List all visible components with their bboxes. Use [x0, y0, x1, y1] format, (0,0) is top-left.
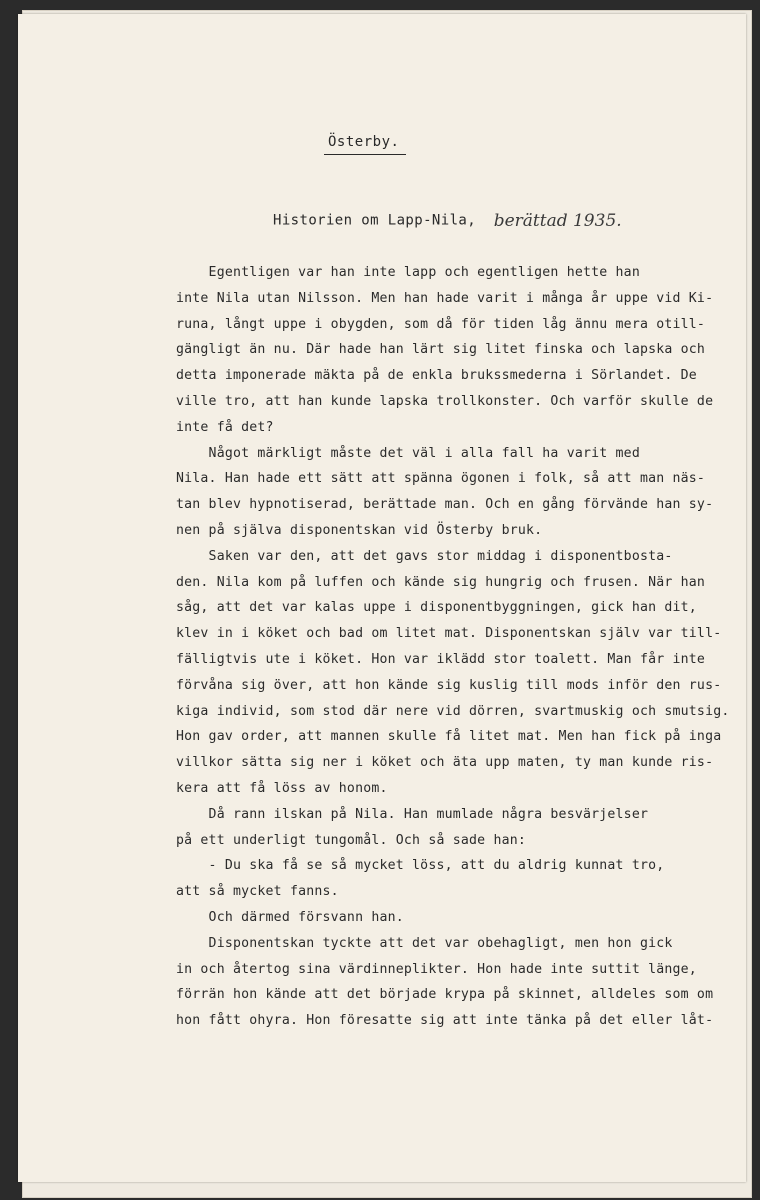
text-line: att så mycket fanns. — [176, 884, 339, 900]
text-line: Något märkligt måste det väl i alla fall ha varit med — [176, 445, 640, 461]
text-line: - Du ska få se så mycket löss, att du aldrig kunnat tro, — [176, 858, 665, 874]
text-line: tan blev hypnotiserad, berättade man. Och en gång förvände han sy- — [176, 497, 714, 513]
text-line: Nila. Han hade ett sätt att spänna ögonen i folk, så att man näs- — [176, 471, 706, 487]
page-title: Österby. — [328, 134, 400, 150]
text-line: nen på själva disponentskan vid Österby bruk. — [176, 522, 543, 538]
text-line: såg, att det var kalas uppe i disponentbyggningen, gick han dit, — [176, 600, 697, 616]
handwritten-date-note: berättad 1935. — [493, 210, 622, 231]
text-line: kiga individ, som stod där nere vid dörren, svartmuskig och smutsig. — [176, 703, 730, 719]
text-line: kera att få löss av honom. — [176, 780, 388, 796]
text-line: fälligtvis ute i köket. Hon var iklädd stor toalett. Man får inte — [176, 651, 706, 667]
text-line: detta imponerade mäkta på de enkla brukssmederna i Sörlandet. De — [176, 368, 697, 384]
text-line: hon fått ohyra. Hon föresatte sig att inte tänka på det eller låt- — [176, 1013, 714, 1029]
text-line: på ett underligt tungomål. Och så sade han: — [176, 832, 527, 848]
story-subtitle: Historien om Lapp-Nila, — [273, 212, 477, 229]
title-underline — [324, 154, 406, 155]
subtitle-row — [273, 210, 622, 240]
text-line: Egentligen var han inte lapp och egentligen hette han — [176, 265, 640, 280]
text-line: inte Nila utan Nilsson. Men han hade varit i många år uppe vid Ki- — [176, 290, 714, 306]
text-line: den. Nila kom på luffen och kände sig hungrig och frusen. När han — [176, 574, 706, 590]
text-line: Disponentskan tyckte att det var obehagligt, men hon gick — [176, 935, 673, 951]
text-line: inte få det? — [176, 419, 274, 435]
text-line: Då rann ilskan på Nila. Han mumlade några besvärjelser — [176, 806, 649, 822]
text-line: förvåna sig över, att hon kände sig kuslig till mods inför den rus- — [176, 677, 722, 693]
text-line: Saken var den, att det gavs stor middag i disponentbosta- — [176, 548, 673, 564]
text-line: förrän hon kände att det började krypa på skinnet, alldeles som om — [176, 987, 714, 1003]
body-text — [176, 260, 746, 1034]
text-line: villkor sätta sig ner i köket och äta upp maten, ty man kunde ris- — [176, 755, 714, 771]
text-line: in och återtog sina värdinneplikter. Hon hade inte suttit länge, — [176, 961, 697, 977]
text-line: runa, långt uppe i obygden, som då för tiden låg ännu mera otill- — [176, 316, 706, 332]
text-line: ville tro, att han kunde lapska trollkonster. Och varför skulle de — [176, 393, 714, 409]
text-line: Och därmed försvann han. — [176, 909, 404, 925]
text-line: Hon gav order, att mannen skulle få litet mat. Men han fick på inga — [176, 729, 722, 745]
text-line: klev in i köket och bad om litet mat. Disponentskan själv var till- — [176, 626, 722, 642]
typewritten-page — [18, 14, 746, 1182]
text-line: gängligt än nu. Där hade han lärt sig litet finska och lapska och — [176, 342, 706, 358]
